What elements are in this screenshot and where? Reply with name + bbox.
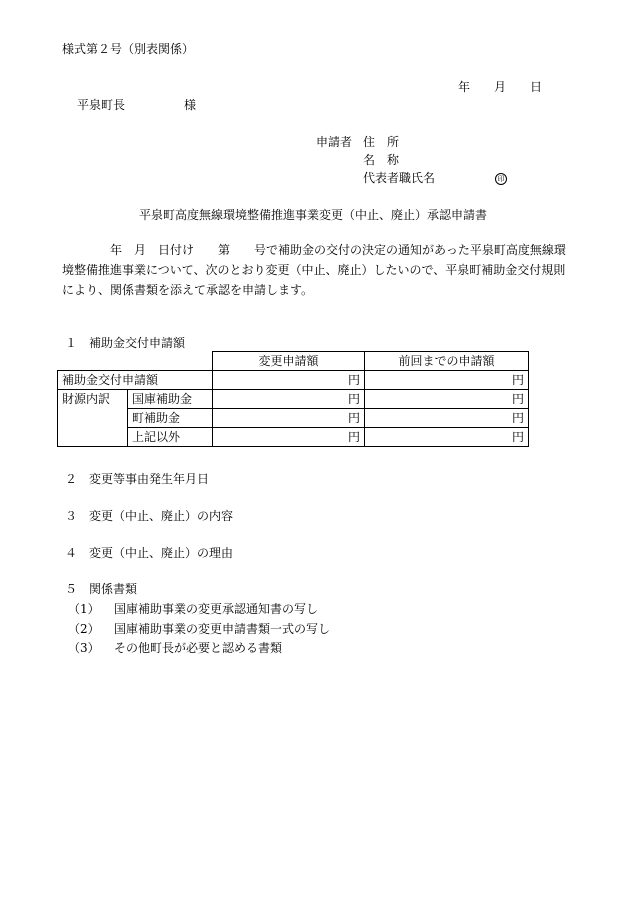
applicant-address-label: 住 所 [363,135,400,149]
form-number: 様式第２号（別表関係） [62,42,195,56]
doc-title: 平泉町高度無線環境整備推進事業変更（中止、廃止）承認申請書 [139,208,488,222]
table-cell-unit: 円 [365,371,529,390]
section3-title: ３ 変更（中止、廃止）の内容 [65,509,234,523]
body-paragraph [62,240,566,300]
section1-title: １ 補助金交付申請額 [65,336,186,350]
table-cell-unit: 円 [365,428,529,447]
table-row [58,409,529,428]
table-row [58,428,529,447]
table-header-change: 変更申請額 [213,352,365,371]
applicant-label: 申請者 [316,135,353,149]
table-row [58,371,529,390]
document-item-text: その他町長が必要と認める書類 [114,641,283,655]
table-cell-unit: 円 [213,428,365,447]
table-cell-unit: 円 [213,390,365,409]
section5-title: ５ 関係書類 [65,582,138,596]
table-row-label: 補助金交付申請額 [58,371,213,390]
body-line: により、関係書類を添えて承認を申請します。 [62,283,314,297]
date-day: 日 [530,80,543,94]
document-item-number: （3） [68,641,100,655]
seal-icon [495,170,507,186]
document-item-number: （1） [68,602,100,616]
document-item-text: 国庫補助事業の変更承認通知書の写し [114,602,319,616]
date-year: 年 [458,80,471,94]
table-header-previous: 前回までの申請額 [365,352,529,371]
table-cell-unit: 円 [213,409,365,428]
document-item-text: 国庫補助事業の変更申請書類一式の写し [114,622,331,636]
table-row [58,390,529,409]
date-month: 月 [494,80,507,94]
body-line: 境整備推進事業について、次のとおり変更（中止、廃止）したいので、平泉町補助金交付規則 [62,263,566,277]
table-cell-unit: 円 [213,371,365,390]
grant-amount-table [57,351,529,447]
section4-title: ４ 変更（中止、廃止）の理由 [65,546,234,560]
seal-mark: 印 [495,173,507,185]
document-item-number: （2） [68,622,100,636]
applicant-name-label: 名 称 [363,153,400,167]
table-row-label: 上記以外 [128,428,213,447]
table-cell-unit: 円 [365,390,529,409]
table-cell-unit: 円 [365,409,529,428]
table-group-label: 財源内訳 [58,390,128,447]
applicant-rep-label: 代表者職氏名 [363,171,436,185]
body-line: 年 月 日付け 第 号で補助金の交付の決定の通知があった平泉町高度無線環 [110,243,566,257]
table-row-label: 国庫補助金 [128,390,213,409]
addressee-name: 平泉町長 [77,98,126,112]
table-header-row [58,352,529,371]
table-row-label: 町補助金 [128,409,213,428]
table-corner-cell [58,352,213,371]
section2-title: ２ 変更等事由発生年月日 [65,472,210,486]
addressee-honorific: 様 [184,98,197,112]
